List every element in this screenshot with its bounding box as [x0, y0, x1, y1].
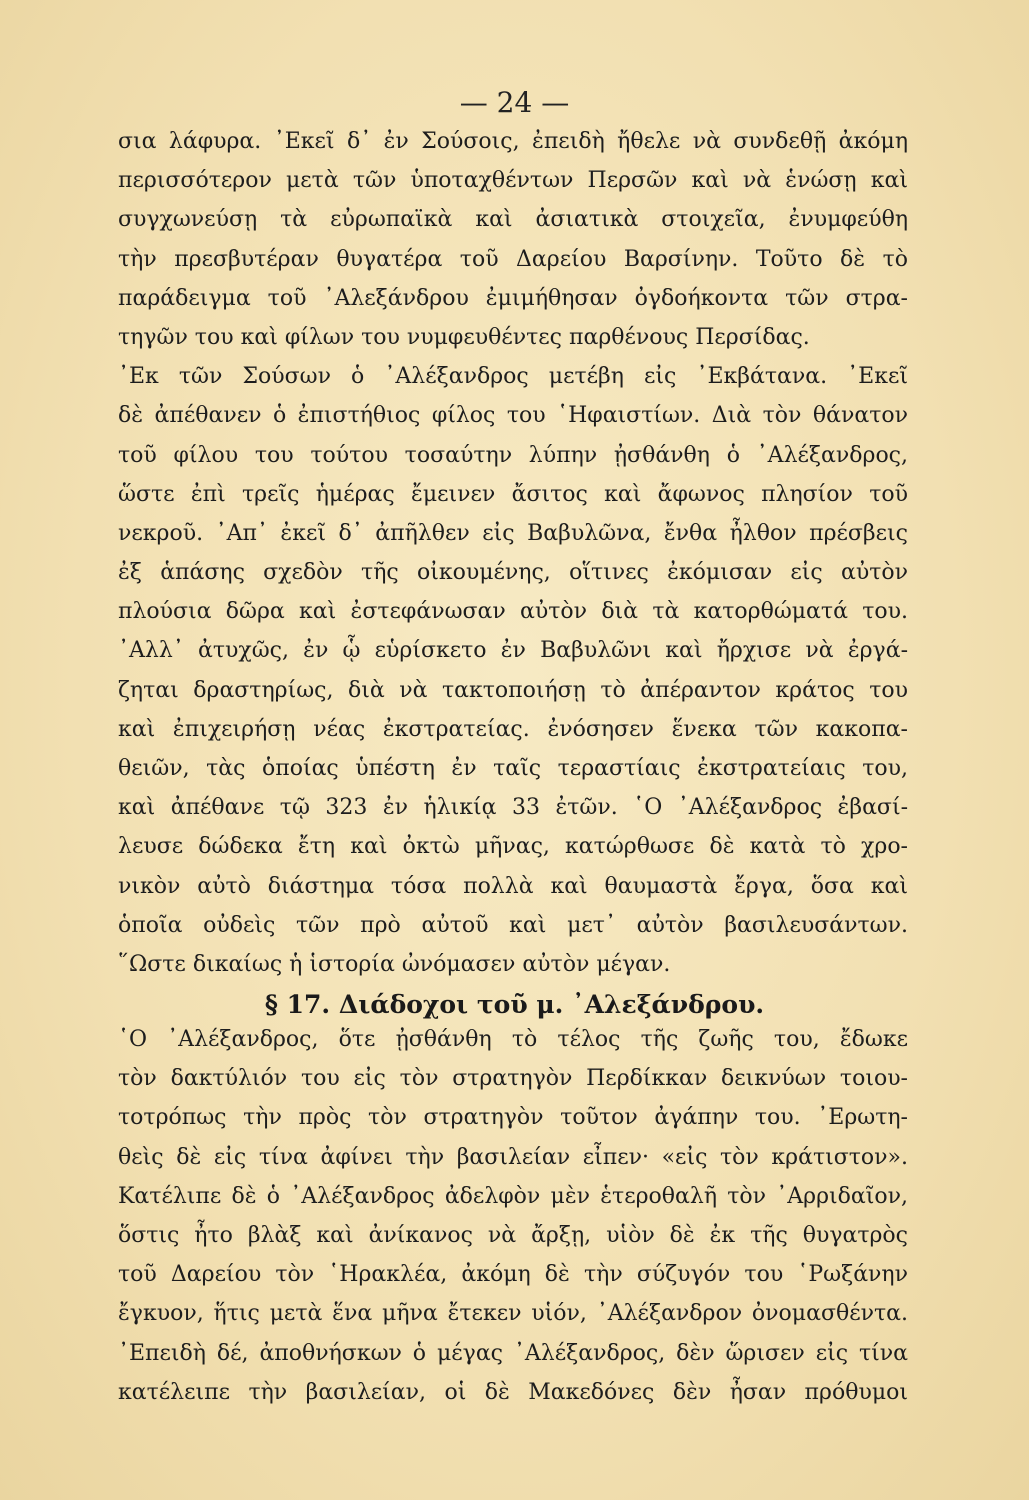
text-line: τοτρόπως τὴν πρὸς τὸν στρατηγὸν τοῦτον ἀγάπην του. ᾽Ερωτη- [118, 1105, 908, 1131]
text-line: συγχωνεύσῃ τὰ εὐρωπαϊκὰ καὶ ἀσιατικὰ στοιχεῖα, ἐνυμφεύθη [118, 207, 908, 233]
text-line: τοῦ Δαρείου τὸν ῾Ηρακλέα, ἀκόμη δὲ τὴν σύζυγόν του ῾Ρωξάνην [118, 1262, 908, 1288]
text-line: ὁποῖα οὐδεὶς τῶν πρὸ αὐτοῦ καὶ μετ᾽ αὐτὸν βασιλευσάντων. [118, 912, 908, 938]
text-block-main [118, 122, 908, 984]
text-line: καὶ ἐπιχειρήσῃ νέας ἐκστρατείας. ἐνόσησεν ἕνεκα τῶν κακοπα- [118, 716, 908, 742]
text-line: καὶ ἀπέθανε τῷ 323 ἐν ἡλικίᾳ 33 ἐτῶν. ῾Ο ᾽Αλέξανδρος ἐβασί- [118, 795, 908, 821]
text-line: ἐξ ἁπάσης σχεδὸν τῆς οἰκουμένης, οἵτινες ἐκόμισαν εἰς αὐτὸν [118, 560, 908, 586]
text-line: ῾Ο ᾽Αλέξανδρος, ὅτε ᾐσθάνθη τὸ τέλος τῆς ζωῆς του, ἔδωκε [118, 1027, 908, 1052]
text-line: θεὶς δὲ εἰς τίνα ἀφίνει τὴν βασιλείαν εἶπεν· «εἰς τὸν κράτιστον». [118, 1144, 908, 1170]
text-line: νικὸν αὐτὸ διάστημα τόσα πολλὰ καὶ θαυμαστὰ ἔργα, ὅσα καὶ [118, 873, 908, 899]
text-line: πλούσια δῶρα καὶ ἐστεφάνωσαν αὐτὸν διὰ τὰ κατορθώματά του. [118, 599, 908, 625]
text-line: δὲ ἀπέθανεν ὁ ἐπιστήθιος φίλος του ῾Ηφαιστίων. Διὰ τὸν θάνατον [118, 403, 908, 429]
text-line: τὸν δακτύλιόν του εἰς τὸν στρατηγὸν Περδίκκαν δεικνύων τοιου- [118, 1066, 908, 1092]
text-line: τὴν πρεσβυτέραν θυγατέρα τοῦ Δαρείου Βαρσίνην. Τοῦτο δὲ τὸ [118, 246, 908, 272]
text-line: ῞Ωστε δικαίως ἡ ἱστορία ὠνόμασεν αὐτὸν μέγαν. [118, 951, 671, 977]
text-line: περισσότερον μετὰ τῶν ὑποταχθέντων Περσῶν καὶ νὰ ἑνώσῃ καὶ [118, 168, 908, 194]
text-line: Κατέλιπε δὲ ὁ ᾽Αλέξανδρος ἀδελφὸν μὲν ἑτεροθαλῆ τὸν ᾽Αρριδαῖον, [118, 1183, 908, 1209]
text-line: λευσε δώδεκα ἔτη καὶ ὀκτὼ μῆνας, κατώρθωσε δὲ κατὰ τὸ χρο- [118, 834, 908, 860]
text-line: ἔγκυον, ἥτις μετὰ ἕνα μῆνα ἔτεκεν υἱόν, ᾽Αλέξανδρον ὀνομασθέντα. [118, 1301, 908, 1327]
text-line: τοῦ φίλου του τούτου τοσαύτην λύπην ᾐσθάνθη ὁ ᾽Αλέξανδρος, [118, 442, 908, 468]
text-line: ὅστις ἦτο βλὰξ καὶ ἀνίκανος νὰ ἄρξῃ, υἱὸν δὲ ἐκ τῆς θυγατρὸς [118, 1222, 908, 1248]
text-block-section [118, 1020, 908, 1412]
text-line: τηγῶν του καὶ φίλων του νυμφευθέντες παρθένους Περσίδας. [118, 324, 810, 350]
page-number: — 24 — [459, 86, 570, 119]
text-line: παράδειγμα τοῦ ᾽Αλεξάνδρου ἐμιμήθησαν ὀγδοήκοντα τῶν στρα- [118, 285, 908, 311]
text-line: νεκροῦ. ᾽Απ᾽ ἐκεῖ δ᾽ ἀπῆλθεν εἰς Βαβυλῶνα, ἔνθα ἦλθον πρέσβεις [118, 520, 908, 546]
text-line: θειῶν, τὰς ὁποίας ὑπέστη ἐν ταῖς τεραστίαις ἐκστρατείαις του, [118, 756, 908, 781]
text-line: ζηται δραστηρίως, διὰ νὰ τακτοποιήσῃ τὸ ἀπέραντον κράτος του [118, 677, 908, 703]
text-line: ᾽Εκ τῶν Σούσων ὁ ᾽Αλέξανδρος μετέβη εἰς ᾽Εκβάτανα. ᾽Εκεῖ [118, 364, 908, 390]
section-heading: § 17. Διάδοχοι τοῦ μ. ᾽Αλεξάνδρου. [264, 990, 765, 1019]
text-line: ᾽Επειδὴ δέ, ἀποθνήσκων ὁ μέγας ᾽Αλέξανδρος, δὲν ὥρισεν εἰς τίνα [118, 1340, 908, 1366]
text-line: σια λάφυρα. ᾽Εκεῖ δ᾽ ἐν Σούσοις, ἐπειδὴ ἤθελε νὰ συνδεθῇ ἀκόμη [118, 129, 908, 154]
text-line: ὥστε ἐπὶ τρεῖς ἡμέρας ἔμεινεν ἄσιτος καὶ ἄφωνος πλησίον τοῦ [118, 481, 908, 507]
text-line: ᾽Αλλ᾽ ἀτυχῶς, ἐν ᾧ εὑρίσκετο ἐν Βαβυλῶνι καὶ ἤρχισε νὰ ἐργά- [118, 638, 908, 664]
text-line: κατέλειπε τὴν βασιλείαν, οἱ δὲ Μακεδόνες δὲν ἦσαν πρόθυμοι [118, 1379, 908, 1405]
